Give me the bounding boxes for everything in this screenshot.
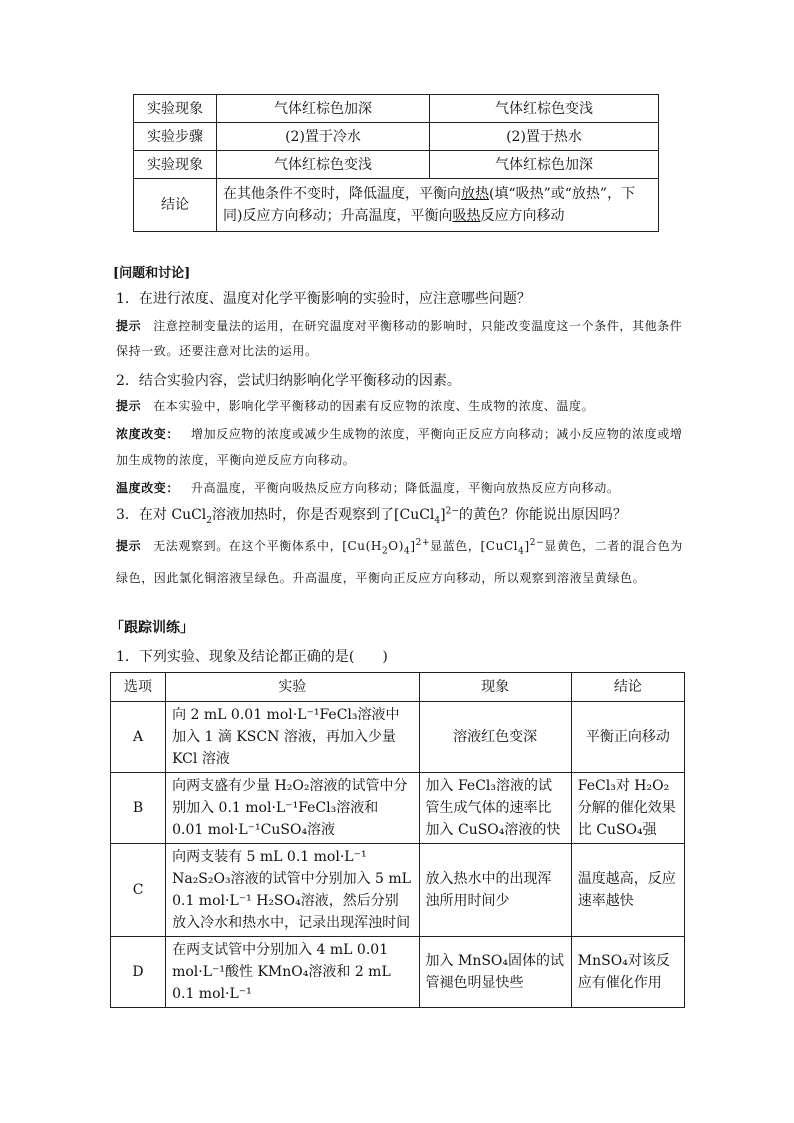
- cell-a: (2)置于冷水: [217, 123, 430, 151]
- cell-b: 气体红棕色变浅: [430, 95, 659, 123]
- q3-part: 溶液加热时，你是否观察到了[CuCl: [212, 507, 435, 523]
- a3-part: O): [388, 539, 405, 553]
- temperature-text: 升高温度，平衡向吸热反应方向移动；降低温度，平衡向放热反应方向移动。: [191, 481, 620, 495]
- cell-b: 气体红棕色加深: [430, 151, 659, 179]
- conclusion-part: 在其他条件不变时，降低温度，平衡向: [223, 186, 461, 202]
- option-label: A: [111, 702, 166, 773]
- row-key: 实验现象: [134, 151, 217, 179]
- temperature-change: [116, 479, 686, 496]
- concentration-change: [116, 421, 686, 473]
- a3-part: 显黄色，二者的混合色为绿色，因此氯化铜溶液呈绿色。升高温度，平衡向正反应方向移动，所以观察到溶液呈黄绿色。: [116, 539, 683, 586]
- option-label: B: [111, 773, 166, 844]
- blank-answer: 放热: [461, 186, 489, 202]
- conclusion-cell: FeCl₃对 H₂O₂分解的催化效果比 CuSO₄强: [571, 773, 684, 844]
- experiment-cell: 向 2 mL 0.01 mol·L⁻¹FeCl₃溶液中加入 1 滴 KSCN 溶液，再加入少量 KCl 溶液: [166, 702, 419, 773]
- table-row: [134, 95, 659, 123]
- table-row: [111, 937, 685, 1008]
- answer-text: 在本实验中，影响化学平衡移动的因素有反应物的浓度、生成物的浓度、温度。: [153, 399, 595, 413]
- row-key: 实验步骤: [134, 123, 217, 151]
- conclusion-part: (填“吸热”或“放热”，下同)反应方向移动；升高温度，平衡向: [223, 186, 636, 224]
- table-row: [111, 844, 685, 937]
- conclusion-cell: MnSO₄对该反应有催化作用: [571, 937, 684, 1008]
- row-key: 实验现象: [134, 95, 217, 123]
- answer-text: 注意控制变量法的运用，在研究温度对平衡移动的影响时，只能改变温度这一个条件，其他条件保持一致。还要注意对比法的运用。: [116, 319, 683, 358]
- table-row: [111, 773, 685, 844]
- table-header-row: [111, 673, 685, 702]
- option-label: D: [111, 937, 166, 1008]
- q3-part: 的黄色？你能说出原因吗？: [458, 507, 627, 523]
- question-1: 1．在进行浓度、温度对化学平衡影响的实验时，应注意哪些问题？: [116, 291, 531, 307]
- row-key: 结论: [134, 179, 217, 232]
- answer-3: 提示 无法观察到。在这个平衡体系中，$[Cu(H_2O)_4]^{2+}$显蓝色，[CuCl$_4$]$^{2-}$显黄色，二者的混合色为绿色，因此氯化铜溶液呈绿色。升高温度，平衡向正反应方向移动，所以观察到溶液呈黄绿色。: [116, 538, 683, 586]
- header-phenomenon: 现象: [419, 673, 571, 702]
- experiment-cell: 在两支试管中分别加入 4 mL 0.01 mol·L⁻¹酸性 KMnO₄溶液和 2 mL 0.1 mol·L⁻¹: [166, 937, 419, 1008]
- conclusion-cell: 平衡正向移动: [571, 702, 684, 773]
- phenomenon-cell: 加入 FeCl₃溶液的试管生成气体的速率比加入 CuSO₄溶液的快: [419, 773, 571, 844]
- cell-a: 气体红棕色加深: [217, 95, 430, 123]
- conclusion-cell: 温度越高，反应速率越快: [571, 844, 684, 937]
- table-row: [134, 179, 659, 232]
- conclusion-text: [217, 179, 659, 232]
- training-heading: 「跟踪训练」: [110, 620, 194, 636]
- header-conclusion: 结论: [571, 673, 684, 702]
- options-table: [110, 672, 685, 1008]
- training-question-1: 1．下列实验、现象及结论都正确的是( ): [116, 649, 388, 665]
- table-row: [111, 702, 685, 773]
- a3-part: 无法观察到。在这个平衡体系中，[Cu(H: [153, 539, 382, 553]
- a3-part: 显蓝色，[CuCl: [430, 539, 519, 553]
- experiment-cell: 向两支装有 5 mL 0.1 mol·L⁻¹ Na₂S₂O₃溶液的试管中分别加入 5 mL 0.1 mol·L⁻¹ H₂SO₄溶液，然后分别放入冷水和热水中，记录出现浑浊时间: [166, 844, 419, 937]
- hint-label: 提示: [116, 539, 142, 553]
- discussion-heading: [问题和讨论]: [113, 266, 191, 281]
- question-3: 3．在对 CuCl$_2$溶液加热时，你是否观察到了[CuCl$_4$]$^{2-}$的黄色？你能说出原因吗？: [116, 506, 627, 526]
- q3-part: 3．在对 CuCl: [116, 507, 207, 523]
- header-experiment: 实验: [166, 673, 419, 702]
- experiment-table: [133, 94, 659, 232]
- table-row: [134, 151, 659, 179]
- question-2: 2．结合实验内容，尝试归纳影响化学平衡移动的因素。: [116, 373, 461, 389]
- answer-2: [116, 397, 686, 414]
- hint-label: 提示: [116, 399, 142, 413]
- answer-1: [116, 314, 686, 364]
- concentration-label: 浓度改变：: [116, 427, 180, 441]
- concentration-text: 增加反应物的浓度或减少生成物的浓度，平衡向正反应方向移动；减小反应物的浓度或增加生成物的浓度，平衡向逆反应方向移动。: [116, 427, 683, 467]
- phenomenon-cell: 放入热水中的出现浑浊所用时间少: [419, 844, 571, 937]
- phenomenon-cell: 溶液红色变深: [419, 702, 571, 773]
- phenomenon-cell: 加入 MnSO₄固体的试管褪色明显快些: [419, 937, 571, 1008]
- conclusion-part: 反应方向移动: [480, 208, 565, 224]
- header-option: 选项: [111, 673, 166, 702]
- table-row: [134, 123, 659, 151]
- blank-answer: 吸热: [452, 208, 481, 224]
- cell-a: 气体红棕色变浅: [217, 151, 430, 179]
- option-label: C: [111, 844, 166, 937]
- cell-b: (2)置于热水: [430, 123, 659, 151]
- experiment-cell: 向两支盛有少量 H₂O₂溶液的试管中分别加入 0.1 mol·L⁻¹FeCl₃溶液和 0.01 mol·L⁻¹CuSO₄溶液: [166, 773, 419, 844]
- hint-label: 提示: [116, 319, 142, 333]
- temperature-label: 温度改变：: [116, 481, 180, 495]
